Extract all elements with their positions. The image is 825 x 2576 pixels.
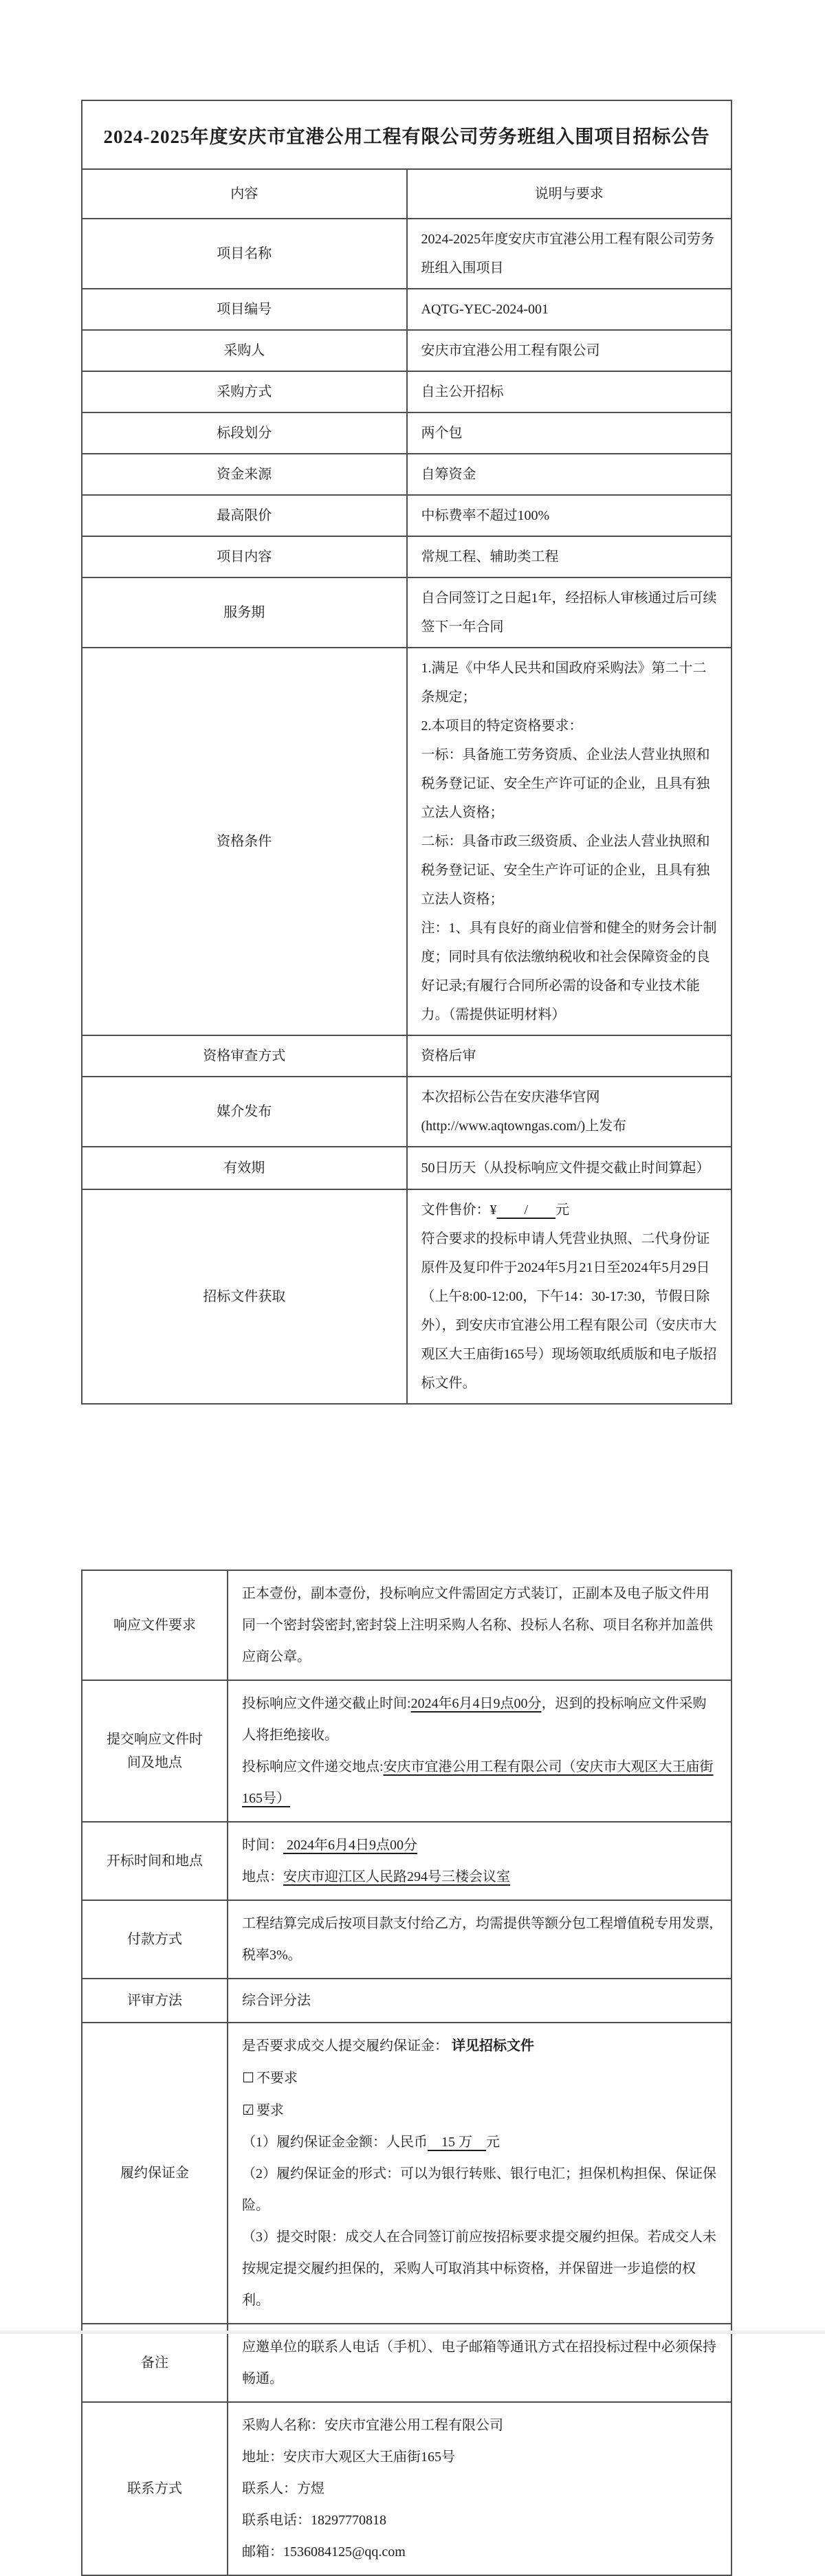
bond-form-line: （2）履约保证金的形式：可以为银行转账、银行电汇；担保机构担保、保证保险。 (242, 2166, 716, 2213)
row-label-submission-time-place: 提交响应文件时间及地点 (82, 1680, 228, 1822)
row-label-project-number: 项目编号 (82, 289, 407, 330)
contact-address: 地址：安庆市大观区大王庙街165号 (242, 2450, 455, 2465)
table-row (82, 412, 732, 454)
table-row (82, 1822, 732, 1900)
bond-question-line: 是否要求成交人提交履约保证金： 详见招标文件 (242, 2038, 534, 2054)
page-title: 2024-2025年度安庆市宜港公用工程有限公司劳务班组入围项目招标公告 (82, 100, 732, 169)
bid-opening-time-line: 时间： 2024年6月4日9点00分 (242, 1838, 417, 1853)
bid-opening-time-underline: 2024年6月4日9点00分 (283, 1838, 417, 1853)
table-row (82, 1077, 732, 1147)
page-break-gap (81, 1405, 825, 1570)
table-row (82, 169, 732, 219)
contact-email: 邮箱：1536084125@qq.com (242, 2544, 406, 2560)
table-row (82, 648, 732, 1035)
row-value-project-number: AQTG-YEC-2024-001 (407, 289, 732, 330)
bond-amount-line: （1）履约保证金金额：人民币 15 万 元 (242, 2135, 500, 2150)
row-value-media-release: 本次招标公告在安庆港华官网(http://www.aqtowngas.com/)上发布 (407, 1077, 732, 1147)
row-value-procurement-method: 自主公开招标 (407, 371, 732, 412)
table-row (82, 1189, 732, 1404)
table-row (82, 289, 732, 330)
row-value-qualification-review: 资格后审 (407, 1035, 732, 1077)
table-row (82, 454, 732, 495)
row-value-performance-bond (228, 2023, 732, 2324)
checkbox-checked-icon: ☑ (242, 2102, 254, 2118)
tender-announcement-table-continued (81, 1570, 732, 2576)
row-label-qualification-review: 资格审查方式 (82, 1035, 407, 1077)
row-label-purchaser: 采购人 (82, 330, 407, 371)
checkbox-unchecked-icon: ☐ (242, 2069, 254, 2086)
table-row (82, 100, 732, 169)
qualification-clause-2: 2.本项目的特定资格要求： (421, 718, 583, 734)
contact-purchaser-name: 采购人名称：安庆市宜港公用工程有限公司 (242, 2418, 503, 2433)
bond-option-no-line: ☐ 不要求 (242, 2069, 298, 2086)
qualification-note: 注：1、具有良好的商业信誉和健全的财务会计制度；同时具有依法缴纳税收和社会保障资金的良好记录;有履行合同所必需的设备和专业技术能力。（需提供证明材料） (421, 921, 717, 1022)
row-value-service-period: 自合同签订之日起1年，经招标人审核通过后可续签下一年合同 (407, 577, 732, 648)
row-value-evaluation-method: 综合评分法 (228, 1979, 732, 2023)
row-label-funding-source: 资金来源 (82, 454, 407, 495)
row-label-evaluation-method: 评审方法 (82, 1979, 228, 2023)
table-row (82, 2023, 732, 2324)
row-value-purchaser: 安庆市宜港公用工程有限公司 (407, 330, 732, 371)
row-value-lot-division: 两个包 (407, 412, 732, 454)
bid-opening-place-underline: 安庆市迎江区人民路294号三楼会议室 (283, 1869, 510, 1884)
table-row (82, 2324, 732, 2402)
document-obtain-instructions: 符合要求的投标申请人凭营业执照、二代身份证原件及复印件于2024年5月21日至2024年5月29日（上午8:00-12:00，下午14：30-17:30，节假日除外），到安庆市宜港公用工程有限公司（安庆市大观区大王庙街165号）现场领取纸质版和电子版招标文件。 (421, 1231, 717, 1391)
submission-place-line: 投标响应文件递交地点:安庆市宜港公用工程有限公司（安庆市大观区大王庙街165号） (242, 1759, 714, 1806)
row-label-service-period: 服务期 (82, 577, 407, 648)
row-value-qualification (407, 648, 732, 1035)
row-label-performance-bond: 履约保证金 (82, 2023, 228, 2324)
bond-see-tender-doc-bold: 详见招标文件 (452, 2038, 534, 2054)
document-price-line: 文件售价：¥ / 元 (421, 1202, 570, 1218)
table-row (82, 536, 732, 577)
row-value-validity-period: 50日历天（从投标响应文件提交截止时间算起） (407, 1147, 732, 1189)
table-row (82, 2402, 732, 2575)
column-header-description: 说明与要求 (407, 169, 732, 219)
submission-deadline-underline: 2024年6月4日9点00分 (410, 1696, 542, 1711)
table-row (82, 1147, 732, 1189)
table-row (82, 371, 732, 412)
table-row (82, 495, 732, 536)
table-row (82, 1035, 732, 1077)
row-value-contact-info (228, 2402, 732, 2575)
row-value-response-file-requirements: 正本壹份，副本壹份，投标响应文件需固定方式装订，正副本及电子版文件用同一个密封袋密封,密封袋上注明采购人名称、投标人名称、项目名称并加盖供应商公章。 (228, 1570, 732, 1680)
table-row (82, 330, 732, 371)
row-label-project-name: 项目名称 (82, 219, 407, 289)
bond-amount-underline: 15 万 (428, 2135, 486, 2150)
row-value-project-name: 2024-2025年度安庆市宜港公用工程有限公司劳务班组入围项目 (407, 219, 732, 289)
qualification-clause-1: 1.满足《中华人民共和国政府采购法》第二十二条规定； (421, 661, 707, 705)
table-row (82, 1900, 732, 1979)
row-label-lot-division: 标段划分 (82, 412, 407, 454)
price-blank-underline: / (496, 1202, 556, 1218)
row-label-project-content: 项目内容 (82, 536, 407, 577)
row-label-procurement-method: 采购方式 (82, 371, 407, 412)
row-value-document-obtain (407, 1189, 732, 1404)
row-value-bid-opening (228, 1822, 732, 1900)
row-label-remark: 备注 (82, 2324, 228, 2402)
row-label-contact-info: 联系方式 (82, 2402, 228, 2575)
row-value-submission-time-place (228, 1680, 732, 1822)
table-row (82, 1680, 732, 1822)
qualification-lot2: 二标：具备市政三级资质、企业法人营业执照和税务登记证、安全生产许可证的企业，且具有独立法人资格； (421, 834, 710, 907)
table-row (82, 1979, 732, 2023)
row-label-qualification: 资格条件 (82, 648, 407, 1035)
row-label-price-ceiling: 最高限价 (82, 495, 407, 536)
row-label-bid-opening: 开标时间和地点 (82, 1822, 228, 1900)
submission-place-underline: 安庆市宜港公用工程有限公司（安庆市大观区大王庙街165号） (242, 1759, 714, 1806)
row-label-payment-method: 付款方式 (82, 1900, 228, 1979)
row-value-price-ceiling: 中标费率不超过100% (407, 495, 732, 536)
submission-deadline-line: 投标响应文件递交截止时间:2024年6月4日9点00分，迟到的投标响应文件采购人将拒绝接收。 (242, 1696, 707, 1743)
row-label-media-release: 媒介发布 (82, 1077, 407, 1147)
table-row (82, 1570, 732, 1680)
tender-announcement-table (81, 100, 732, 1405)
row-value-project-content: 常规工程、辅助类工程 (407, 536, 732, 577)
page-bottom-edge (0, 2331, 825, 2334)
row-label-response-file-requirements: 响应文件要求 (82, 1570, 228, 1680)
bond-deadline-line: （3）提交时限：成交人在合同签订前应按招标要求提交履约担保。若成交人未按规定提交履约担保的，采购人可取消其中标资格，并保留进一步追偿的权利。 (242, 2230, 716, 2308)
bid-opening-place-line: 地点：安庆市迎江区人民路294号三楼会议室 (242, 1869, 510, 1884)
table-row (82, 577, 732, 648)
row-value-payment-method: 工程结算完成后按项目款支付给乙方，均需提供等额分包工程增值税专用发票,税率3%。 (228, 1900, 732, 1979)
column-header-content: 内容 (82, 169, 407, 219)
qualification-lot1: 一标：具备施工劳务资质、企业法人营业执照和税务登记证、安全生产许可证的企业，且具有独立法人资格； (421, 747, 710, 820)
row-value-funding-source: 自筹资金 (407, 454, 732, 495)
contact-person: 联系人：方煜 (242, 2481, 324, 2496)
row-label-document-obtain: 招标文件获取 (82, 1189, 407, 1404)
contact-phone: 联系电话：18297770818 (242, 2513, 386, 2528)
bond-option-yes-line: ☑ 要求 (242, 2102, 284, 2118)
row-value-remark: 应邀单位的联系人电话（手机）、电子邮箱等通讯方式在招投标过程中必须保持畅通。 (228, 2324, 732, 2402)
row-label-validity-period: 有效期 (82, 1147, 407, 1189)
table-row (82, 219, 732, 289)
